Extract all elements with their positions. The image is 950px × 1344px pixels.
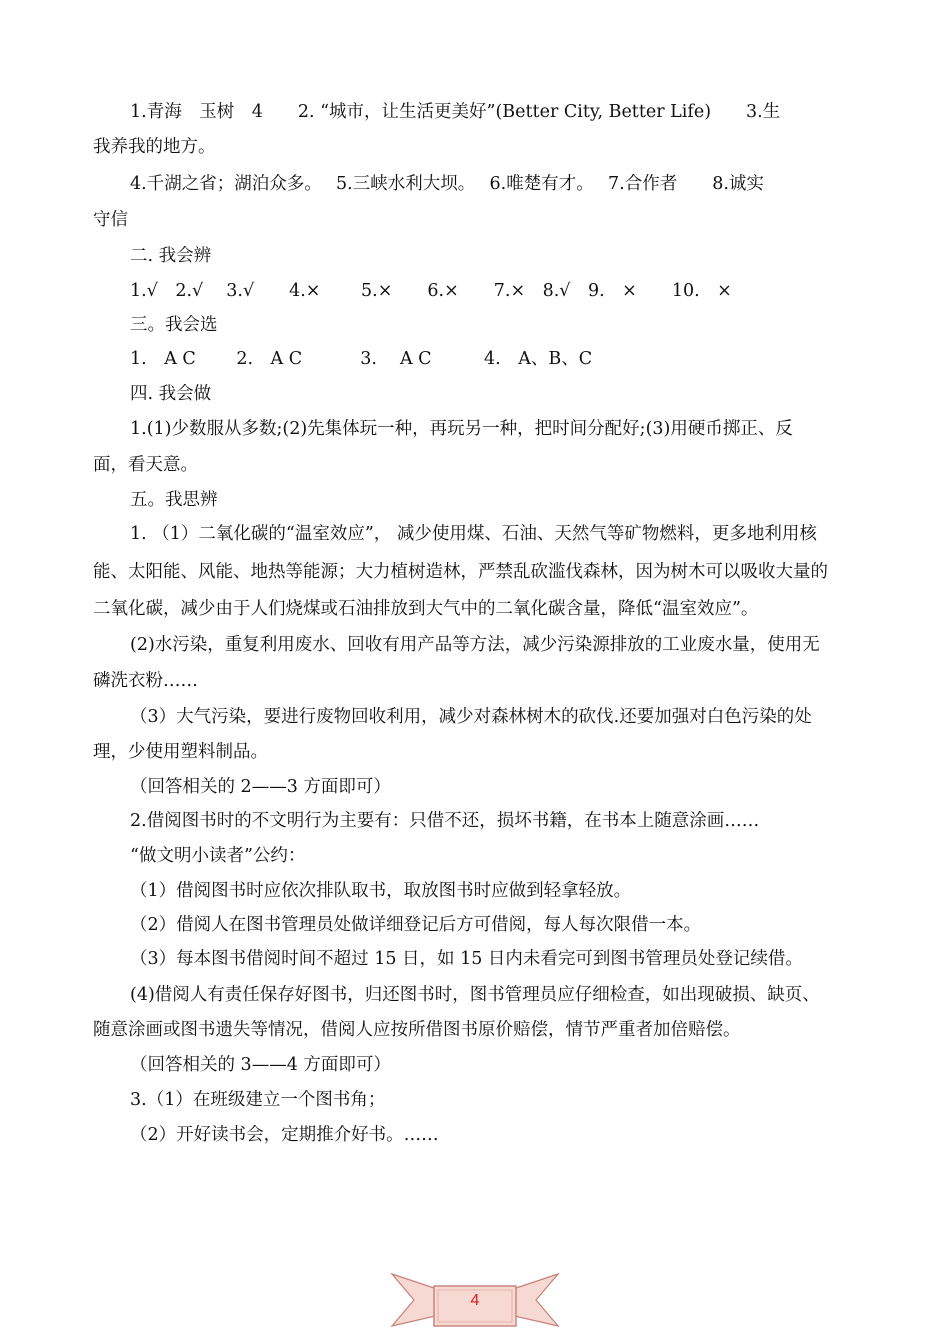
text-line: 随意涂画或图书遗失等情况，借阅人应按所借图书原价赔偿，情节严重者加倍赔偿。 xyxy=(93,1020,741,1040)
note-line: （回答相关的 2——3 方面即可） xyxy=(130,777,391,797)
text-line: 1. （1）二氧化碳的“温室效应”， 减少使用煤、石油、天然气等矿物燃料，更多地利用核 xyxy=(130,524,817,544)
text-line: （2）开好读书会，定期推介好书。…… xyxy=(130,1125,439,1145)
text-line: 1.青海 玉树 4 2. “城市，让生活更美好”(Better City, Better Life) 3.生 xyxy=(130,102,781,122)
text-line: （1）借阅图书时应依次排队取书，取放图书时应做到轻拿轻放。 xyxy=(130,881,632,901)
section-heading: 四. 我会做 xyxy=(130,384,212,404)
text-line: 二氧化碳，减少由于人们烧煤或石油排放到大气中的二氧化碳含量，降低“温室效应”。 xyxy=(93,599,759,619)
text-line: （3）大气污染，要进行废物回收利用，减少对森林树木的砍伐.还要加强对白色污染的处 xyxy=(130,707,812,727)
text-line: 1.√ 2.√ 3.√ 4.× 5.× 6.× 7.× 8.√ 9. × 10. × xyxy=(130,281,732,301)
page-number: 4 xyxy=(470,1292,480,1309)
text-line: （2）借阅人在图书管理员处做详细登记后方可借阅，每人每次限借一本。 xyxy=(130,915,702,935)
text-line: 守信 xyxy=(93,210,128,230)
section-heading: 三。我会选 xyxy=(130,315,218,335)
text-line: 1.(1)少数服从多数;(2)先集体玩一种，再玩另一种，把时间分配好;(3)用硬币掷正、反 xyxy=(130,419,793,439)
text-line: 我养我的地方。 xyxy=(93,137,216,157)
text-line: （3）每本图书借阅时间不超过 15 日，如 15 日内未看完可到图书管理员处登记续借。 xyxy=(130,949,803,969)
text-line: 能、太阳能、风能、地热等能源；大力植树造林，严禁乱砍滥伐森林，因为树木可以吸收大量的 xyxy=(93,562,828,582)
section-heading: 二. 我会辨 xyxy=(130,246,212,266)
text-line: “做文明小读者”公约： xyxy=(130,846,306,866)
text-line: 1. A C 2. A C 3. A C 4. A、B、C xyxy=(130,349,593,369)
note-line: （回答相关的 3——4 方面即可） xyxy=(130,1055,391,1075)
text-line: 理，少使用塑料制品。 xyxy=(93,742,268,762)
section-heading: 五。我思辨 xyxy=(130,490,218,510)
text-line: 磷洗衣粉…… xyxy=(93,671,198,691)
text-line: (4)借阅人有责任保存好图书，归还图书时，图书管理员应仔细检查，如出现破损、缺页、 xyxy=(130,985,820,1005)
text-line: 面，看天意。 xyxy=(93,455,198,475)
text-line: 3.（1）在班级建立一个图书角； xyxy=(130,1090,386,1110)
text-line: 2.借阅图书时的不文明行为主要有：只借不还，损坏书籍，在书本上随意涂画…… xyxy=(130,811,760,831)
text-line: 4.千湖之省；湖泊众多。 5.三峡水利大坝。 6.唯楚有才。 7.合作者 8.诚实 xyxy=(130,174,764,194)
text-line: (2)水污染，重复利用废水、回收有用产品等方法，减少污染源排放的工业废水量，使用无 xyxy=(130,635,820,655)
